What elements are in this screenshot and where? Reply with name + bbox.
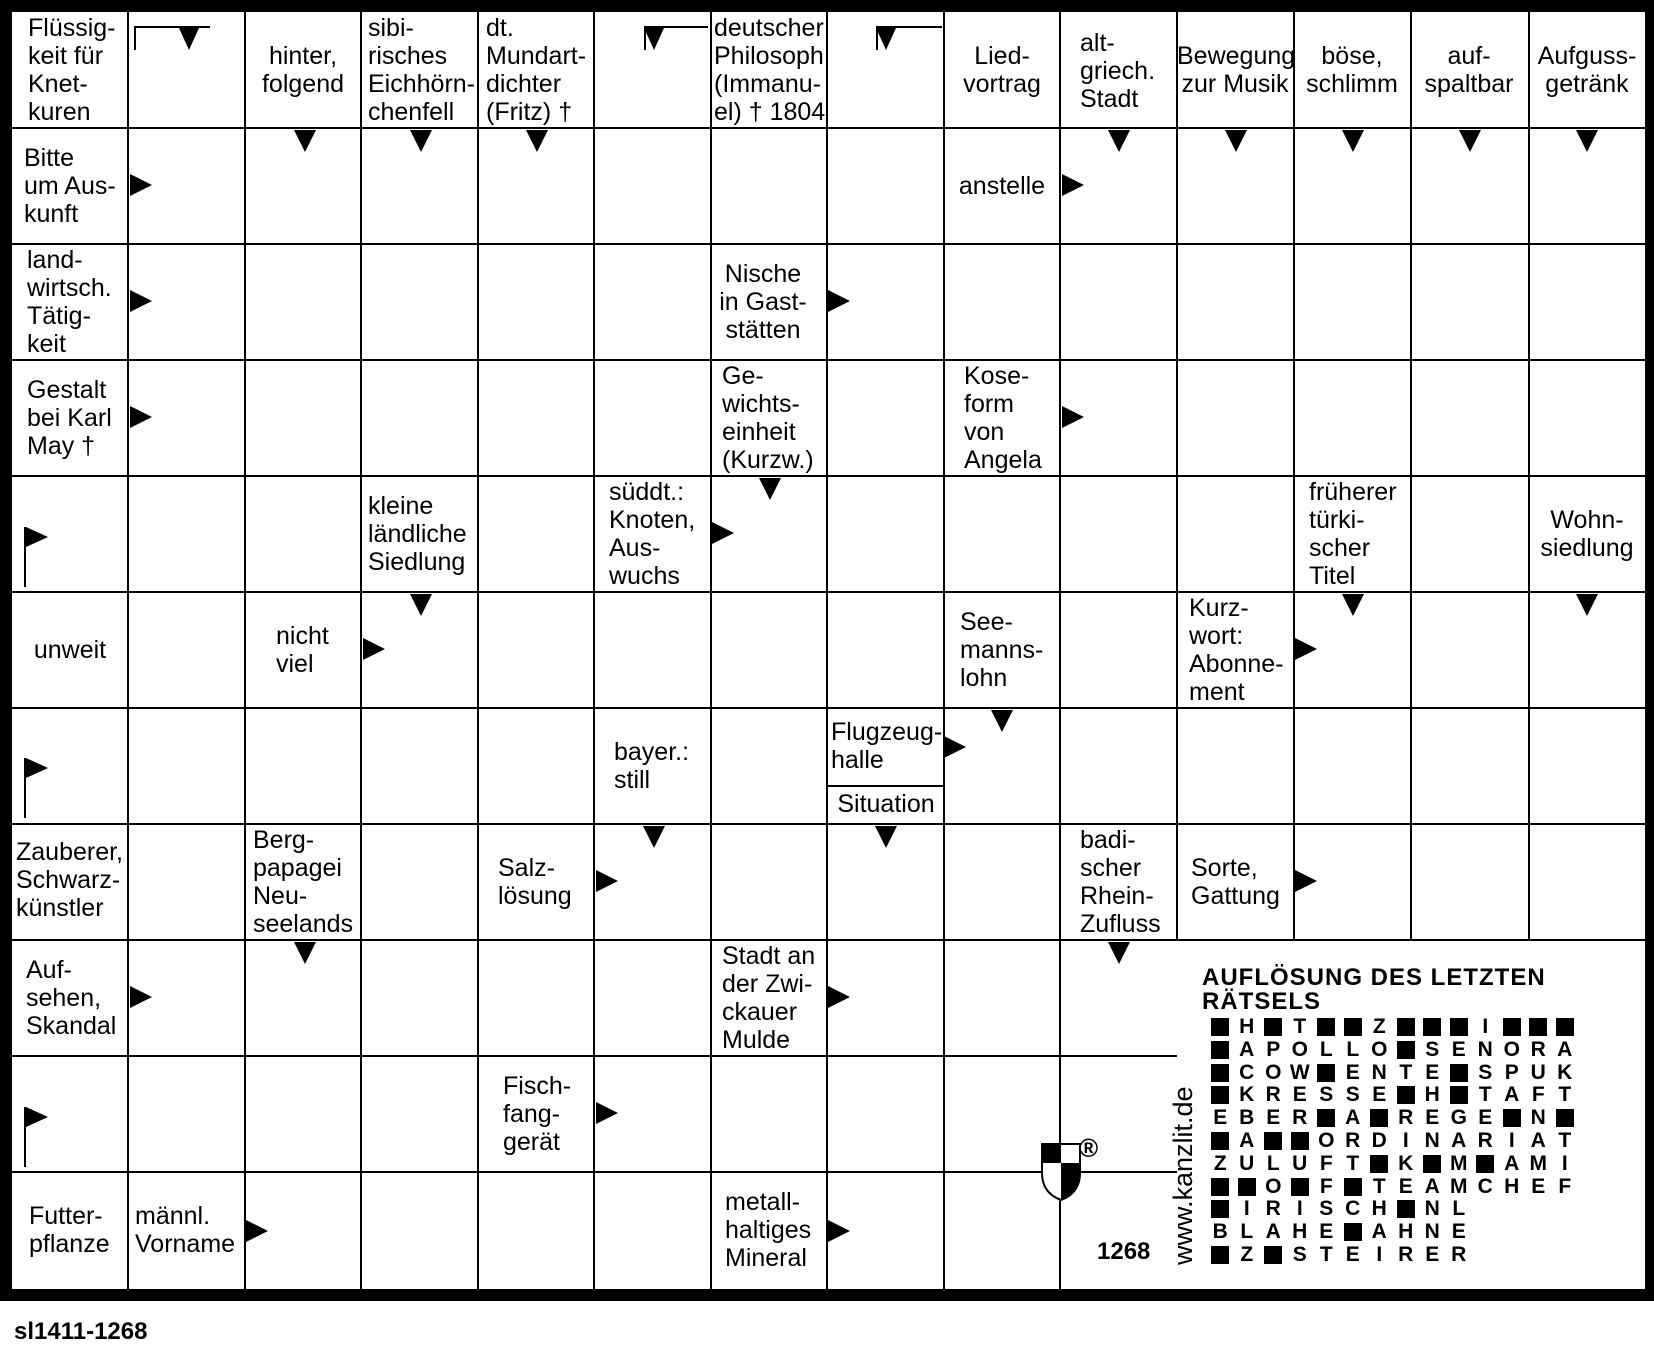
clue-r0c10: Bewegung zur Musik	[1177, 42, 1296, 98]
solution-letter: N	[1477, 1037, 1493, 1061]
solution-letter: O	[1371, 1037, 1388, 1061]
arrow-right	[828, 290, 850, 312]
arrow-down	[526, 130, 548, 152]
solution-letter: A	[1345, 1106, 1361, 1130]
solution-block	[1393, 1084, 1420, 1106]
arrow-right	[130, 986, 152, 1008]
clue-r5c2: nicht viel	[276, 622, 329, 678]
solution-letter: M	[1450, 1174, 1468, 1198]
solution-letter: T	[1558, 1083, 1572, 1107]
solution-block	[1340, 1016, 1367, 1038]
solution-letter: N	[1424, 1220, 1440, 1244]
arrow-down	[1342, 130, 1364, 152]
solution-letter: E	[1425, 1243, 1440, 1266]
solution-letter: R	[1345, 1129, 1361, 1152]
solution-letter: N	[1371, 1060, 1387, 1084]
solution-letter: B	[1212, 1220, 1228, 1244]
solution-block	[1525, 1016, 1552, 1038]
solution-letter: P	[1266, 1037, 1281, 1061]
clue-r0c9: alt- griech. Stadt	[1080, 29, 1156, 113]
solution-letter: A	[1371, 1220, 1387, 1244]
solution-letter: D	[1371, 1129, 1387, 1152]
clue-r2c0: land- wirtsch. Tätig- keit	[27, 246, 112, 358]
clue-r6c7a: Flugzeug- halle	[831, 718, 943, 774]
solution-letter: C	[1239, 1060, 1255, 1084]
solution-block	[1260, 1130, 1287, 1152]
clue-r6c5: bayer.: still	[614, 738, 690, 794]
clue-r1c8: anstelle	[958, 172, 1046, 200]
arrow-down	[1576, 594, 1598, 616]
solution-letter: L	[1240, 1220, 1254, 1244]
arrow-down	[410, 594, 432, 616]
solution-letter: M	[1450, 1151, 1468, 1175]
solution-row	[1207, 1244, 1472, 1266]
solution-block	[1446, 1016, 1473, 1038]
solution-letter: S	[1345, 1083, 1360, 1107]
clue-r8c6: Stadt an der Zwi- ckauer Mulde	[722, 942, 816, 1054]
clue-r4c11: früherer türki- scher Titel	[1309, 478, 1397, 590]
solution-block	[1207, 1198, 1234, 1220]
solution-block	[1499, 1107, 1526, 1129]
solution-row	[1207, 1016, 1578, 1038]
clue-r5c8: See- manns- lohn	[960, 608, 1044, 692]
solution-letter: T	[1346, 1151, 1360, 1175]
arrow-right	[596, 870, 618, 892]
solution-letter: T	[1478, 1083, 1492, 1107]
arrow-down	[294, 942, 316, 964]
clue-r0c2: hinter, folgend	[261, 42, 345, 98]
solution-letter: A	[1557, 1037, 1573, 1061]
solution-row	[1207, 1039, 1578, 1061]
arrow-right	[828, 986, 850, 1008]
arrow-down	[1342, 594, 1364, 616]
arrow-right	[1062, 406, 1084, 428]
clue-r7c4: Salz- lösung	[498, 854, 572, 910]
solution-block	[1340, 1176, 1367, 1198]
clue-r7c10: Sorte, Gattung	[1191, 854, 1280, 910]
clue-r0c0: Flüssig- keit für Knet- kuren	[28, 14, 116, 126]
solution-row	[1207, 1153, 1578, 1175]
solution-letter: E	[1345, 1060, 1360, 1084]
solution-letter: R	[1451, 1243, 1467, 1266]
solution-letter: I	[1402, 1129, 1409, 1152]
arrow-down	[410, 130, 432, 152]
solution-letter: E	[1451, 1037, 1466, 1061]
clue-r3c8: Kose- form von Angela	[964, 362, 1042, 474]
solution-letter: T	[1319, 1243, 1333, 1266]
solution-block	[1419, 1016, 1446, 1038]
arrow-right	[363, 638, 385, 660]
solution-letter: E	[1372, 1083, 1387, 1107]
solution-letter: C	[1345, 1197, 1361, 1221]
solution-block	[1234, 1176, 1261, 1198]
solution-letter: F	[1319, 1174, 1333, 1198]
solution-row	[1207, 1176, 1578, 1198]
arrow-right	[596, 1102, 618, 1124]
solution-letter: E	[1213, 1106, 1228, 1130]
solution-block	[1419, 1153, 1446, 1175]
solution-block	[1207, 1062, 1234, 1084]
clue-r1c0: Bitte um Aus- kunft	[24, 144, 116, 228]
solution-block	[1393, 1016, 1420, 1038]
arrow-down	[1225, 130, 1247, 152]
solution-letter: O	[1265, 1060, 1282, 1084]
solution-block	[1207, 1016, 1234, 1038]
solution-letter: E	[1266, 1106, 1281, 1130]
clue-r0c11: böse, schlimm	[1306, 42, 1398, 98]
arrow-right	[712, 522, 734, 544]
solution-letter: E	[1478, 1106, 1493, 1130]
solution-letter: S	[1292, 1243, 1307, 1266]
solution-block	[1499, 1016, 1526, 1038]
solution-block	[1366, 1153, 1393, 1175]
solution-letter: A	[1504, 1083, 1520, 1107]
solution-letter: I	[1296, 1197, 1303, 1221]
solution-block	[1313, 1062, 1340, 1084]
arrow-right	[1295, 638, 1317, 660]
solution-letter: N	[1424, 1197, 1440, 1221]
solution-letter: B	[1239, 1106, 1255, 1130]
solution-letter: R	[1398, 1243, 1414, 1266]
solution-letter: I	[1561, 1151, 1568, 1175]
solution-letter: O	[1265, 1174, 1282, 1198]
clue-r3c0: Gestalt bei Karl May †	[27, 376, 112, 460]
solution-letter: U	[1239, 1151, 1255, 1175]
arrow-down	[1108, 942, 1130, 964]
arrow-right	[130, 406, 152, 428]
solution-block	[1207, 1176, 1234, 1198]
clue-r0c4: dt. Mundart- dichter (Fritz) †	[486, 14, 587, 126]
solution-letter: A	[1424, 1174, 1440, 1198]
clue-r6c7b: Situation	[837, 790, 935, 818]
solution-block	[1366, 1107, 1393, 1129]
solution-letter: T	[1399, 1060, 1413, 1084]
solution-letter: O	[1318, 1129, 1335, 1152]
clue-r0c12: auf- spaltbar	[1424, 42, 1514, 98]
solution-letter: A	[1451, 1129, 1467, 1152]
solution-letter: H	[1398, 1220, 1414, 1244]
clue-r7c2: Berg- papagei Neu- seelands	[253, 826, 354, 938]
clue-r5c0: unweit	[33, 636, 107, 664]
solution-letter: E	[1319, 1220, 1334, 1244]
solution-letter: E	[1292, 1083, 1307, 1107]
solution-letter: L	[1266, 1151, 1280, 1175]
clue-r10c1: männl. Vorname	[135, 1202, 236, 1258]
solution-letter: T	[1293, 1015, 1307, 1038]
solution-letter: L	[1452, 1197, 1466, 1221]
solution-letter: N	[1530, 1106, 1546, 1130]
solution-letter: L	[1346, 1037, 1360, 1061]
brand-url: www.kanzlit.de	[1168, 1086, 1198, 1265]
solution-letter: Z	[1372, 1015, 1386, 1038]
solution-row	[1207, 1107, 1578, 1129]
solution-block	[1472, 1153, 1499, 1175]
clue-r0c3: sibi- risches Eichhörn- chenfell	[368, 14, 475, 126]
solution-letter: S	[1319, 1083, 1334, 1107]
arrow-right	[828, 1220, 850, 1242]
solution-letter: I	[1508, 1129, 1515, 1152]
solution-letter: G	[1450, 1106, 1467, 1130]
solution-block	[1260, 1244, 1287, 1266]
solution-block	[1260, 1016, 1287, 1038]
clue-r4c3: kleine ländliche Siedlung	[368, 492, 467, 576]
arrow-right	[1062, 174, 1084, 196]
solution-block	[1207, 1084, 1234, 1106]
registered-mark: ®	[1079, 1133, 1099, 1163]
solution-block	[1207, 1039, 1234, 1061]
arrow-right	[130, 290, 152, 312]
solution-letter: R	[1477, 1129, 1493, 1152]
solution-letter: T	[1558, 1129, 1572, 1152]
solution-block	[1313, 1107, 1340, 1129]
solution-letter: F	[1531, 1083, 1545, 1107]
arrow-down	[643, 826, 665, 848]
solution-block	[1393, 1198, 1420, 1220]
solution-letter: K	[1557, 1060, 1573, 1084]
solution-letter: H	[1371, 1197, 1387, 1221]
arrow-right	[944, 736, 966, 758]
clue-r9c4: Fisch- fang- gerät	[503, 1072, 572, 1156]
solution-block	[1552, 1016, 1579, 1038]
arrow-right	[1295, 870, 1317, 892]
solution-letter: S	[1425, 1037, 1440, 1061]
solution-letter: I	[1482, 1015, 1489, 1038]
clue-r4c13: Wohn- siedlung	[1540, 506, 1634, 562]
clue-r5c10: Kurz- wort: Abonne- ment	[1189, 594, 1284, 706]
solution-letter: A	[1239, 1037, 1255, 1061]
solution-letter: A	[1265, 1220, 1281, 1244]
solution-title: AUFLÖSUNG DES LETZTEN RÄTSELS	[1202, 964, 1546, 1015]
solution-letter: E	[1425, 1060, 1440, 1084]
solution-letter: S	[1319, 1197, 1334, 1221]
arrow-right	[130, 174, 152, 196]
arrow-down	[875, 826, 897, 848]
puzzle-code: sl1411-1268	[14, 1318, 148, 1345]
solution-block	[1393, 1039, 1420, 1061]
solution-letter: T	[1372, 1174, 1386, 1198]
solution-block	[1287, 1176, 1314, 1198]
solution-letter: Z	[1240, 1243, 1254, 1266]
solution-letter: E	[1451, 1220, 1466, 1244]
solution-letter: F	[1558, 1174, 1572, 1198]
clue-r10c6: metall- haltiges Mineral	[725, 1188, 812, 1272]
solution-letter: R	[1265, 1083, 1281, 1107]
arrow-down	[1459, 130, 1481, 152]
solution-row	[1207, 1084, 1578, 1106]
solution-letter: C	[1477, 1174, 1493, 1198]
solution-letter: R	[1398, 1106, 1414, 1130]
solution-letter: Z	[1213, 1151, 1227, 1175]
clue-r0c6: deutscher Philosoph (Immanu- el) † 1804	[714, 14, 826, 126]
clue-r7c9: badi- scher Rhein- Zufluss	[1080, 826, 1161, 938]
solution-letter: H	[1239, 1015, 1255, 1038]
solution-letter: A	[1530, 1129, 1546, 1152]
solution-block	[1287, 1130, 1314, 1152]
arrow-right	[246, 1220, 268, 1242]
solution-letter: I	[1376, 1243, 1383, 1266]
solution-block	[1207, 1244, 1234, 1266]
solution-letter: U	[1292, 1151, 1308, 1175]
solution-letter: W	[1289, 1060, 1310, 1084]
clue-r10c0: Futter- pflanze	[29, 1202, 110, 1258]
solution-letter: L	[1319, 1037, 1333, 1061]
solution-letter: R	[1530, 1037, 1546, 1061]
clue-r7c0: Zauberer, Schwarz- künstler	[16, 838, 124, 922]
solution-block	[1340, 1221, 1367, 1243]
solution-letter: K	[1239, 1083, 1255, 1107]
solution-letter: E	[1398, 1174, 1413, 1198]
solution-letter: N	[1424, 1129, 1440, 1152]
solution-block	[1313, 1016, 1340, 1038]
solution-letter: P	[1504, 1060, 1519, 1084]
solution-letter: S	[1478, 1060, 1493, 1084]
solution-letter: A	[1239, 1129, 1255, 1152]
solution-letter: R	[1292, 1106, 1308, 1130]
solution-letter: E	[1425, 1106, 1440, 1130]
arrow-down	[1576, 130, 1598, 152]
solution-letter: I	[1243, 1197, 1250, 1221]
solution-letter: M	[1529, 1151, 1547, 1175]
solution-block	[1552, 1107, 1579, 1129]
solution-block	[1446, 1062, 1473, 1084]
solution-block	[1446, 1084, 1473, 1106]
solution-letter: H	[1292, 1220, 1308, 1244]
solution-block	[1207, 1130, 1234, 1152]
solution-letter: F	[1319, 1151, 1333, 1175]
solution-letter: O	[1503, 1037, 1520, 1061]
arrow-down	[759, 478, 781, 500]
clue-r4c5: süddt.: Knoten, Aus- wuchs	[609, 478, 696, 590]
solution-row	[1207, 1198, 1472, 1220]
clue-r8c0: Auf- sehen, Skandal	[26, 956, 117, 1040]
clue-r3c6: Ge- wichts- einheit (Kurzw.)	[722, 362, 814, 474]
solution-letter: K	[1398, 1151, 1414, 1175]
solution-row	[1207, 1130, 1578, 1152]
clue-r0c8: Lied- vortrag	[963, 42, 1041, 98]
solution-letter: E	[1531, 1174, 1546, 1198]
solution-letter: H	[1424, 1083, 1440, 1107]
clue-r0c13: Aufguss- getränk	[1537, 42, 1637, 98]
solution-letter: H	[1504, 1174, 1520, 1198]
solution-row	[1207, 1062, 1578, 1084]
clue-r2c6: Nische in Gast- stätten	[719, 260, 807, 344]
solution-letter: O	[1291, 1037, 1308, 1061]
solution-row	[1207, 1221, 1472, 1243]
solution-letter: R	[1265, 1197, 1281, 1221]
arrow-down	[991, 710, 1013, 732]
solution-letter: A	[1504, 1151, 1520, 1175]
puzzle-number: 1268	[1097, 1238, 1151, 1265]
solution-letter: U	[1530, 1060, 1546, 1084]
arrow-down	[1108, 130, 1130, 152]
solution-letter: E	[1345, 1243, 1360, 1266]
arrow-down	[294, 130, 316, 152]
